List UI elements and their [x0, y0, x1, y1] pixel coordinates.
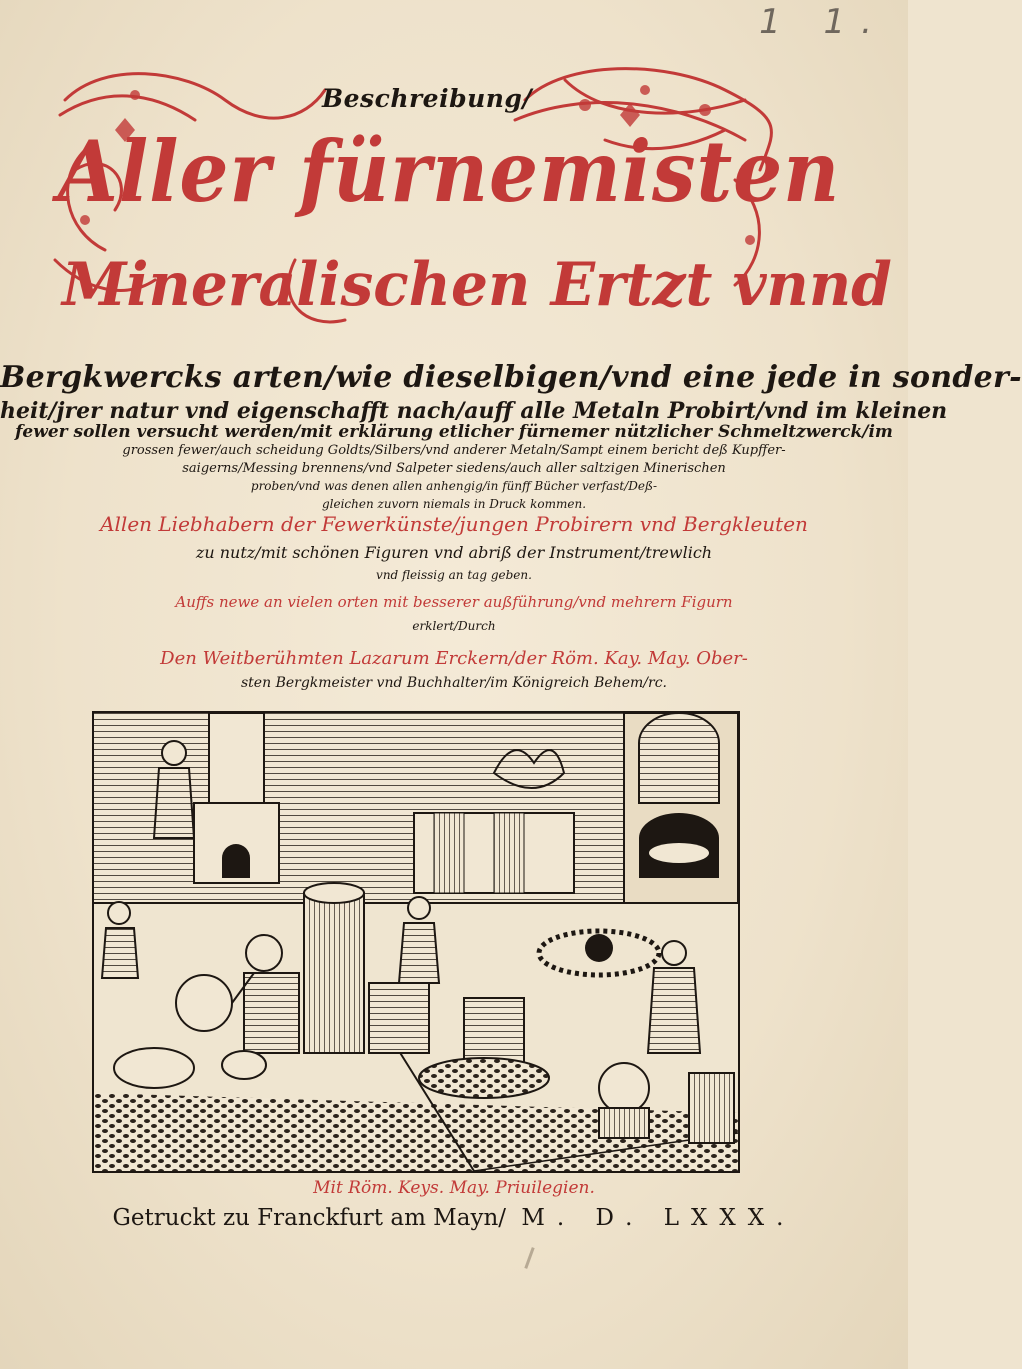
description-line: grossen fewer/auch scheidung Goldts/Silbers/vnd anderer Metaln/Sampt einem bericht deß Kupffer- [122, 443, 786, 458]
description-line: Bergkwercks arten/wie dieselbigen/vnd eine jede in sonder- [0, 360, 1022, 395]
description-line: fewer sollen versucht werden/mit erklärung etlicher fürnemer nützlicher Schmeltzwerck/im [15, 422, 893, 442]
description-line: saigerns/Messing brennens/vnd Salpeter siedens/auch aller saltzigen Minerischen [182, 461, 726, 476]
dedication-line: Allen Liebhabern der Fewerkünste/jungen Probirern vnd Bergkleuten [100, 512, 808, 536]
imprint-year: M. D. LXXX. [521, 1205, 796, 1231]
description-line: proben/vnd was denen allen anhengig/in fünff Bücher verfast/Deß- [250, 479, 658, 493]
dedication-line: vnd fleissig an tag geben. [376, 568, 532, 582]
title-beschreibung: Beschreibung/ [322, 84, 533, 113]
dedication-line: zu nutz/mit schönen Figuren vnd abriß der Instrument/trewlich [195, 543, 713, 562]
author-line: Den Weitberühmten Lazarum Erckern/der Röm. Kay. May. Ober- [160, 648, 748, 669]
description-line: heit/jrer natur vnd eigenschafft nach/auff alle Metaln Probirt/vnd im kleinen [0, 398, 948, 424]
paper-stain-mark [524, 1247, 534, 1269]
edition-line: Auffs newe an vielen orten mit besserer außführung/vnd mehrern Figurn [175, 593, 733, 611]
pencil-annotation: 1 1. [759, 2, 888, 42]
imprint-place: Getruckt zu Franckfurt am Mayn/ [112, 1205, 507, 1231]
description-line: gleichen zuvorn niemals in Druck kommen. [321, 497, 587, 511]
woodcut-laboratory-illustration [92, 711, 740, 1173]
author-line: sten Bergkmeister vnd Buchhalter/im Königreich Behem/rc. [241, 675, 667, 691]
title-line-1: Aller fürnemisten [58, 122, 841, 221]
edition-line: erklert/Durch [412, 619, 496, 633]
privilege-line: Mit Röm. Keys. May. Priuilegien. [313, 1178, 595, 1198]
imprint-line [0, 1205, 908, 1231]
title-line-2: Mineralischen Ertzt vnnd [62, 250, 892, 320]
woodcut-drawing [94, 713, 738, 1171]
